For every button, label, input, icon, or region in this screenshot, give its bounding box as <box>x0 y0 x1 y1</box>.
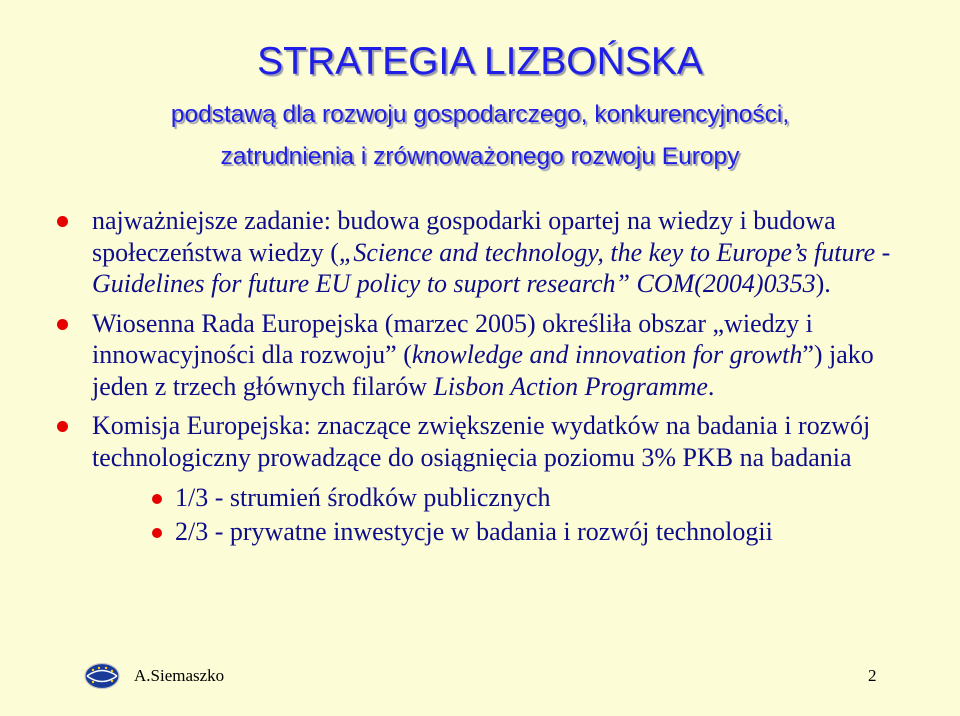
bullet-1-italic: „Science and technology, the key to Europe’s future - Guidelines for future EU policy to suport research” COM(2004)0353 <box>92 237 891 298</box>
bullet-1-text: najważniejsze zadanie: budowa gospodarki opartej na wiedzy i budowa społeczeństwa wiedzy ( <box>92 206 836 267</box>
sub-bullet-list <box>175 481 922 549</box>
page-number: 2 <box>868 666 877 685</box>
bullet-3-text: Komisja Europejska: znaczące zwiększenie wydatków na badania i rozwój technologiczny prowadzące do osiągnięcia poziomu 3% PKB na badania <box>92 411 871 472</box>
bullet-dot-icon <box>57 319 68 330</box>
bullet-item-2 <box>92 308 922 403</box>
bullet-list <box>92 205 922 549</box>
bullet-dot-icon <box>152 528 162 538</box>
bullet-2-italic-2: Lisbon Action Programme <box>433 371 708 401</box>
bullet-2-text-1: Wiosenna Rada Europejska (marzec 2005) określiła obszar „wiedzy i innowacyjności dla rozwoju” ( <box>92 308 813 369</box>
eu-globe-logo-icon <box>84 662 120 690</box>
bullet-dot-icon <box>57 421 68 432</box>
sub-bullet-2-text: 2/3 - prywatne inwestycje w badania i rozwój technologii <box>175 517 773 546</box>
bullet-item-1 <box>92 205 922 300</box>
bullet-1-end: ). <box>815 269 831 298</box>
bullet-2-end: . <box>707 371 715 401</box>
subtitle-line-1: podstawą dla rozwoju gospodarczego, konkurencyjności, <box>170 101 790 128</box>
bullet-item-3 <box>92 410 922 473</box>
subtitle-line-2: zatrudnienia i zrównoważonego rozwoju Europy <box>220 143 740 170</box>
slide-title: STRATEGIA LIZBOŃSKA <box>257 40 703 83</box>
sub-bullet-item-2 <box>175 515 922 549</box>
bullet-2-text-2: ”) jako jeden z trzech głównych filarów <box>92 340 874 401</box>
sub-bullet-item-1 <box>175 481 922 515</box>
bullet-2-italic-1: knowledge and innovation for growth <box>411 340 803 369</box>
bullet-dot-icon <box>152 494 162 504</box>
sub-bullet-1-text: 1/3 - strumień środków publicznych <box>175 483 551 512</box>
bullet-dot-icon <box>57 216 68 227</box>
footer-author: A.Siemaszko <box>134 666 225 685</box>
slide-subtitle <box>0 94 960 178</box>
